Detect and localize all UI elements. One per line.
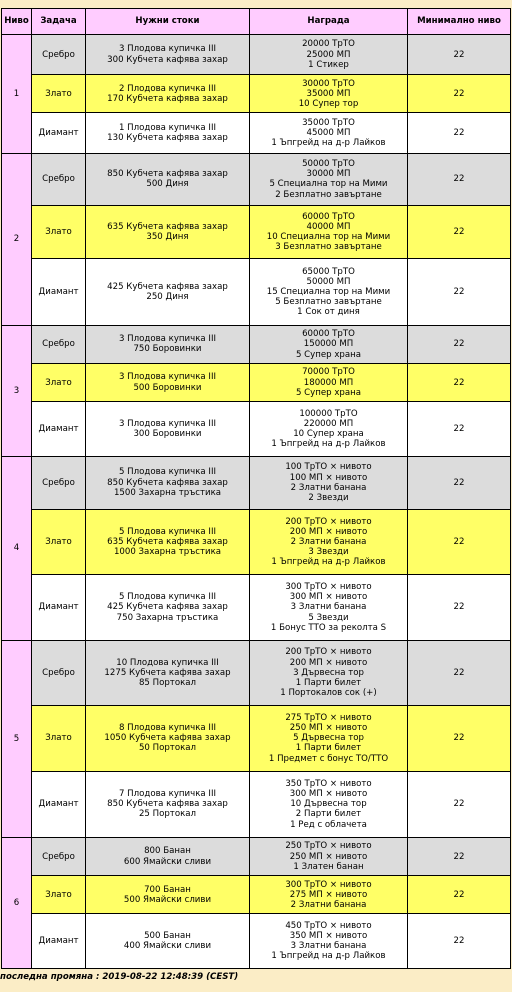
reward-line: 350 МП × нивото [289,931,368,942]
min-level-cell: 22 [408,259,511,325]
header-min-level: Минимално ниво [408,9,511,35]
goods-line: 170 Кубчета кафява захар [107,93,228,104]
reward-line: 1 Предмет с бонус ТО/ТТО [268,753,389,764]
goods-cell [86,771,250,837]
quest-table [1,8,511,969]
reward-line: 3 Дървесна тор [293,667,364,678]
header-row [2,9,511,35]
quest-row [2,509,511,574]
reward-line: 300 ТрТО × нивото [285,879,372,890]
task-cell: Злато [32,509,86,574]
goods-line: 850 Кубчета кафява захар [107,169,228,180]
reward-cell [250,35,408,75]
task-cell: Диамант [32,771,86,837]
quest-row [2,876,511,914]
reward-line: 70000 ТрТО [302,367,355,378]
goods-cell [86,259,250,325]
level-cell: 4 [2,456,32,640]
task-cell: Диамант [32,575,86,640]
reward-line: 2 Парти билет [295,809,362,820]
goods-cell [86,35,250,75]
goods-line: 8 Плодова купичка III [118,723,217,734]
reward-cell [250,876,408,914]
goods-cell [86,838,250,876]
header-reward: Награда [250,9,408,35]
reward-line: 200 ТрТО × нивото [285,516,372,527]
reward-line: 40000 МП [306,222,351,233]
level-cell: 3 [2,325,32,456]
task-cell: Сребро [32,153,86,205]
goods-line: 350 Диня [146,232,189,243]
reward-cell [250,456,408,509]
reward-line: 30000 МП [306,169,351,180]
reward-line: 5 Безплатно завъртане [275,297,382,308]
goods-line: 25 Портокал [138,809,197,820]
goods-line: 300 Боровинки [133,428,202,439]
reward-line: 5 Супер храна [295,349,362,360]
quest-row [2,206,511,259]
reward-cell [250,771,408,837]
quest-row [2,456,511,509]
reward-cell [250,325,408,363]
goods-line: 750 Боровинки [133,344,202,355]
reward-cell [250,838,408,876]
reward-line: 275 МП × нивото [289,889,368,900]
min-level-cell: 22 [408,325,511,363]
reward-line: 1 Ъпгрейд на д-р Лайков [271,138,386,149]
goods-cell [86,706,250,771]
reward-line: 100 МП × нивото [289,472,368,483]
reward-line: 250 МП × нивото [289,851,368,862]
quest-row [2,259,511,325]
reward-line: 200 МП × нивото [289,657,368,668]
reward-line: 5 Супер храна [295,387,362,398]
reward-cell [250,402,408,456]
reward-cell [250,640,408,705]
header-goods: Нужни стоки [86,9,250,35]
reward-line: 50000 ТрТО [302,158,355,169]
min-level-cell: 22 [408,153,511,205]
reward-line: 450 ТрТО × нивото [285,920,372,931]
reward-line: 45000 МП [306,128,351,138]
goods-line: 750 Захарна тръстика [116,612,219,623]
reward-line: 15 Специална тор на Мими [266,287,391,297]
reward-line: 5 Специална тор на Мими [269,179,388,190]
reward-line: 200 МП × нивото [289,526,368,537]
reward-line: 3 Звезди [308,547,349,558]
reward-line: 300 МП × нивото [289,592,368,603]
reward-line: 25000 МП [306,49,351,60]
reward-line: 3 Безплатно завъртане [275,242,382,253]
reward-cell [250,509,408,574]
reward-line: 100 ТрТО × нивото [285,462,372,473]
quest-row [2,914,511,969]
min-level-cell: 22 [408,113,511,153]
min-level-cell: 22 [408,771,511,837]
reward-line: 1 Ъпгрейд на д-р Лайков [271,439,386,450]
goods-line: 700 Банан [144,884,191,895]
goods-cell [86,456,250,509]
quest-table-body [2,35,511,969]
quest-row [2,364,511,402]
reward-cell [250,364,408,402]
goods-line: 5 Плодова купичка III [118,592,217,603]
task-cell: Диамант [32,402,86,456]
task-cell: Злато [32,206,86,259]
quest-row [2,838,511,876]
goods-line: 400 Ямайски сливи [123,941,212,952]
reward-cell [250,75,408,113]
min-level-cell: 22 [408,364,511,402]
reward-line: 1 Златен банан [293,861,364,872]
goods-line: 250 Диня [146,292,189,303]
reward-line: 10 Дървесна тор [290,799,367,810]
goods-line: 1 Плодова купичка III [118,122,217,133]
reward-line: 220000 МП [303,418,354,429]
task-cell: Сребро [32,456,86,509]
goods-line: 3 Плодова купичка III [118,372,217,383]
goods-line: 10 Плодова купичка III [116,657,219,668]
quest-row [2,153,511,205]
reward-line: 10 Супер храна [293,428,364,439]
reward-line: 1 Ъпгрейд на д-р Лайков [271,951,386,962]
reward-cell [250,259,408,325]
goods-line: 85 Портокал [138,678,197,689]
goods-cell [86,325,250,363]
task-cell: Злато [32,364,86,402]
reward-line: 10 Специална тор на Мими [266,232,391,243]
goods-cell [86,402,250,456]
goods-cell [86,75,250,113]
reward-line: 35000 ТрТО [302,117,355,128]
goods-line: 850 Кубчета кафява захар [107,799,228,810]
min-level-cell: 22 [408,35,511,75]
reward-line: 65000 ТрТО [302,266,355,277]
reward-line: 350 ТрТО × нивото [285,778,372,789]
goods-line: 1275 Кубчета кафява захар [104,667,231,678]
reward-line: 300 ТрТО × нивото [285,582,372,593]
goods-line: 850 Кубчета кафява захар [107,477,228,488]
reward-line: 2 Златни банана [290,899,367,910]
goods-line: 2 Плодова купичка III [118,83,217,94]
goods-line: 1000 Захарна тръстика [113,547,222,558]
level-cell: 2 [2,153,32,325]
reward-line: 250 ТрТО × нивото [285,841,372,852]
goods-line: 5 Плодова купичка III [118,467,217,478]
task-cell: Злато [32,75,86,113]
quest-row [2,575,511,640]
min-level-cell: 22 [408,706,511,771]
reward-cell [250,575,408,640]
goods-line: 7 Плодова купичка III [118,788,217,799]
reward-line: 1 Парти билет [295,743,362,754]
min-level-cell: 22 [408,838,511,876]
reward-line: 100000 ТрТО [299,408,358,419]
reward-line: 2 Безплатно завъртане [275,189,382,200]
task-cell: Диамант [32,113,86,153]
task-cell: Злато [32,876,86,914]
task-cell: Сребро [32,35,86,75]
goods-line: 130 Кубчета кафява захар [107,133,228,144]
min-level-cell: 22 [408,640,511,705]
goods-line: 1500 Захарна тръстика [113,487,222,498]
goods-line: 300 Кубчета кафява захар [107,54,228,65]
goods-line: 5 Плодова купичка III [118,526,217,537]
header-level: Ниво [2,9,32,35]
reward-line: 3 Златни банана [290,941,367,952]
goods-line: 800 Банан [144,846,191,857]
reward-line: 275 ТрТО × нивото [285,712,372,723]
goods-cell [86,914,250,969]
reward-line: 10 Супер тор [298,98,359,109]
reward-line: 150000 МП [303,339,354,350]
reward-line: 200 ТрТО × нивото [285,647,372,658]
goods-cell [86,876,250,914]
goods-line: 635 Кубчета кафява захар [107,537,228,548]
task-cell: Сребро [32,325,86,363]
goods-cell [86,575,250,640]
reward-cell [250,153,408,205]
reward-line: 5 Дървесна тор [293,733,364,744]
level-cell: 1 [2,35,32,154]
quest-row [2,771,511,837]
goods-cell [86,113,250,153]
reward-line: 1 Стикер [308,59,349,70]
goods-cell [86,364,250,402]
min-level-cell: 22 [408,402,511,456]
quest-row [2,640,511,705]
reward-line: 30000 ТрТО [302,78,355,89]
level-cell: 5 [2,640,32,837]
goods-line: 3 Плодова купичка III [118,44,217,55]
reward-cell [250,113,408,153]
reward-cell [250,914,408,969]
header-task: Задача [32,9,86,35]
reward-line: 2 Звезди [308,492,349,503]
reward-line: 2 Златни банана [290,537,367,548]
reward-line: 20000 ТрТО [302,39,355,50]
reward-line: 1 Ъпгрейд на д-р Лайков [271,557,386,568]
min-level-cell: 22 [408,876,511,914]
reward-line: 50000 МП [306,276,351,287]
min-level-cell: 22 [408,914,511,969]
quest-row [2,75,511,113]
reward-line: 1 Парти билет [295,678,362,689]
quest-row [2,35,511,75]
reward-line: 3 Златни банана [290,602,367,613]
goods-cell [86,509,250,574]
reward-line: 1 Ред с облачета [290,819,367,830]
task-cell: Сребро [32,640,86,705]
goods-cell [86,640,250,705]
min-level-cell: 22 [408,206,511,259]
reward-line: 60000 ТрТО [302,329,355,340]
quest-row [2,402,511,456]
goods-line: 3 Плодова купичка III [118,334,217,345]
quest-row [2,113,511,153]
quest-row [2,706,511,771]
reward-line: 1 Портокалов сок (+) [280,688,377,699]
goods-line: 1050 Кубчета кафява захар [104,733,231,744]
reward-line: 1 Бонус ТТО за реколта S [270,622,387,633]
quest-row [2,325,511,363]
min-level-cell: 22 [408,75,511,113]
goods-line: 500 Боровинки [133,382,202,393]
task-cell: Диамант [32,259,86,325]
reward-cell [250,206,408,259]
goods-cell [86,206,250,259]
goods-cell [86,153,250,205]
min-level-cell: 22 [408,509,511,574]
goods-line: 3 Плодова купичка III [118,418,217,429]
goods-line: 425 Кубчета кафява захар [107,602,228,613]
reward-line: 60000 ТрТО [302,211,355,222]
reward-line: 250 МП × нивото [289,723,368,734]
task-cell: Диамант [32,914,86,969]
goods-line: 500 Ямайски сливи [123,894,212,905]
goods-line: 600 Ямайски сливи [123,856,212,867]
reward-line: 300 МП × нивото [289,788,368,799]
reward-line: 2 Златни банана [290,482,367,493]
level-cell: 6 [2,838,32,969]
reward-line: 35000 МП [306,88,351,99]
reward-cell [250,706,408,771]
task-cell: Сребро [32,838,86,876]
goods-line: 50 Портокал [138,743,197,754]
goods-line: 635 Кубчета кафява захар [107,222,228,233]
last-modified: последна промяна : 2019-08-22 12:48:39 (CEST) [0,972,239,982]
reward-line: 1 Сок от диня [297,307,360,318]
min-level-cell: 22 [408,575,511,640]
goods-line: 500 Диня [146,179,189,190]
reward-line: 5 Звезди [308,612,349,623]
reward-line: 180000 МП [303,377,354,388]
min-level-cell: 22 [408,456,511,509]
task-cell: Злато [32,706,86,771]
goods-line: 425 Кубчета кафява захар [107,281,228,292]
goods-line: 500 Банан [144,931,191,942]
